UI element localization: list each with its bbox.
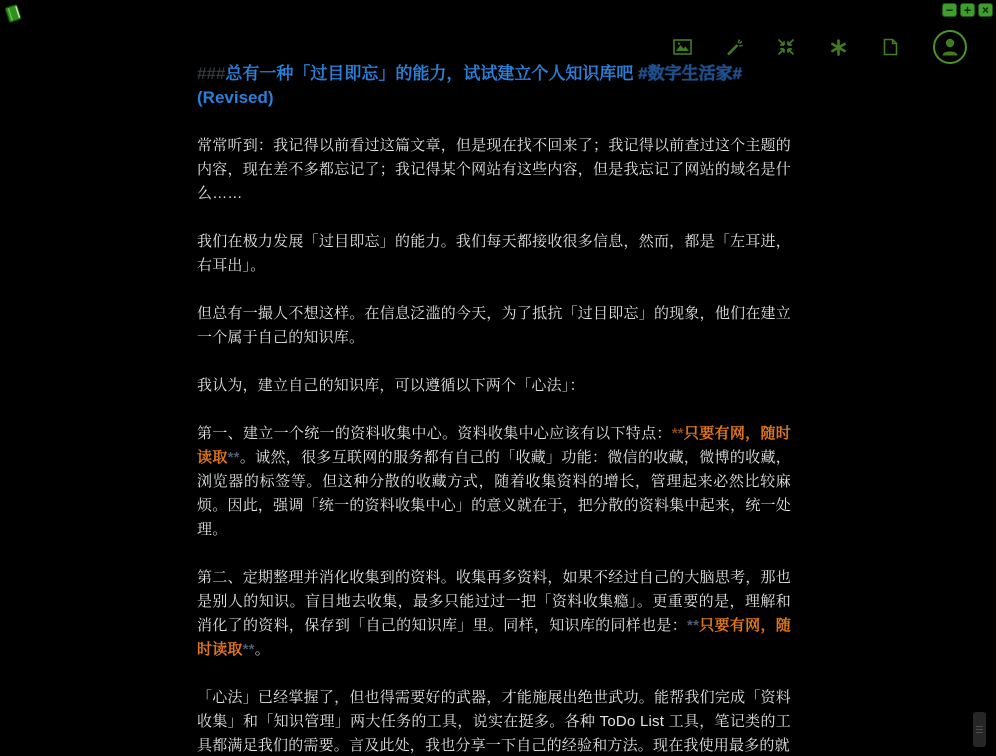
paragraph [197,686,791,756]
snowflake-icon[interactable] [828,37,848,57]
text-segment: 。诚然，很多互联网的服务都有自己的「收藏」功能：微信的收藏，微博的收藏，浏览器的标签等。但这种分散的收藏方式，随着收集资料的增长，管理起来必然比较麻烦。因此，强调「统一的资料收集中心」的意义就在于，把分散的资料集中起来，统一处理。 [197,449,791,538]
text-segment: ** [671,425,684,442]
text-segment: 第一、建立一个统一的资料收集中心。资料收集中心应该有以下特点： [197,425,672,442]
scrollbar-grip-line [976,732,983,733]
paragraph [197,230,791,278]
text-segment: (Revised) [197,88,274,107]
app-logo-notebook-icon[interactable] [2,3,24,23]
paragraph [197,566,791,662]
text-segment: 总有一种「过目即忘」的能力，试试建立个人知识库吧 [225,64,639,83]
new-document-icon[interactable] [880,37,900,57]
window-controls [942,3,993,17]
paragraph [197,422,791,542]
text-segment: 我们在极力发展「过目即忘」的能力。我们每天都接收很多信息，然而，都是「左耳进，右耳出」。 [197,233,791,274]
close-button[interactable]: × [978,3,993,17]
paragraph [197,134,791,206]
text-segment: 但总有一撮人不想这样。在信息泛滥的今天，为了抵抗「过目即忘」的现象，他们在建立一个属于自己的知识库。 [197,305,791,346]
text-segment: ** [687,617,700,634]
text-segment: 常常听到：我记得以前看过这篇文章，但是现在找不回来了；我记得以前查过这个主题的内容，现在差不多都忘记了；我记得某个网站有这些内容，但是我忘记了网站的域名是什么…… [197,137,791,202]
toolbar [672,29,968,65]
document-body[interactable] [197,62,791,756]
scrollbar-thumb[interactable] [973,712,986,747]
text-segment: ** [242,641,255,658]
text-segment: 。 [254,641,270,658]
text-segment: ** [227,449,240,466]
text-segment: #数字生活家# [638,64,743,83]
exit-fullscreen-icon[interactable] [776,37,796,57]
minimize-button[interactable]: − [942,3,957,17]
magic-wand-icon[interactable] [724,37,744,57]
insert-image-icon[interactable] [672,37,692,57]
text-segment: 我认为，建立自己的知识库，可以遵循以下两个「心法」： [197,377,585,394]
text-segment: 只要有网，随时读取 [197,425,791,466]
text-segment: 只要有网，随时读取 [197,617,792,658]
text-segment: 「心法」已经掌握了，但也得需要好的武器，才能施展出绝世武功。能帮我们完成「资料收集」和「知识管理」两大任务的工具，说实在挺多。各种 ToDo List 工具，笔记类的工具都满足我们的需要。言及此处，我也分享一下自己的经验和方法。现在我使用最多的就 [197,689,791,754]
scrollbar-grip-line [976,729,983,730]
account-icon[interactable] [932,29,968,65]
paragraph [197,374,791,398]
scrollbar-grip-line [976,726,983,727]
text-segment: 第二、定期整理并消化收集到的资料。收集再多资料，如果不经过自己的大脑思考，那也是别人的知识。盲目地去收集，最多只能过过一把「资料收集瘾」。更重要的是，理解和消化了的资料，保存到「自己的知识库」里。同样，知识库的同样也是： [197,569,791,634]
document-title [197,62,791,110]
paragraph [197,302,791,350]
text-segment: ### [197,64,226,83]
maximize-button[interactable]: + [960,3,975,17]
